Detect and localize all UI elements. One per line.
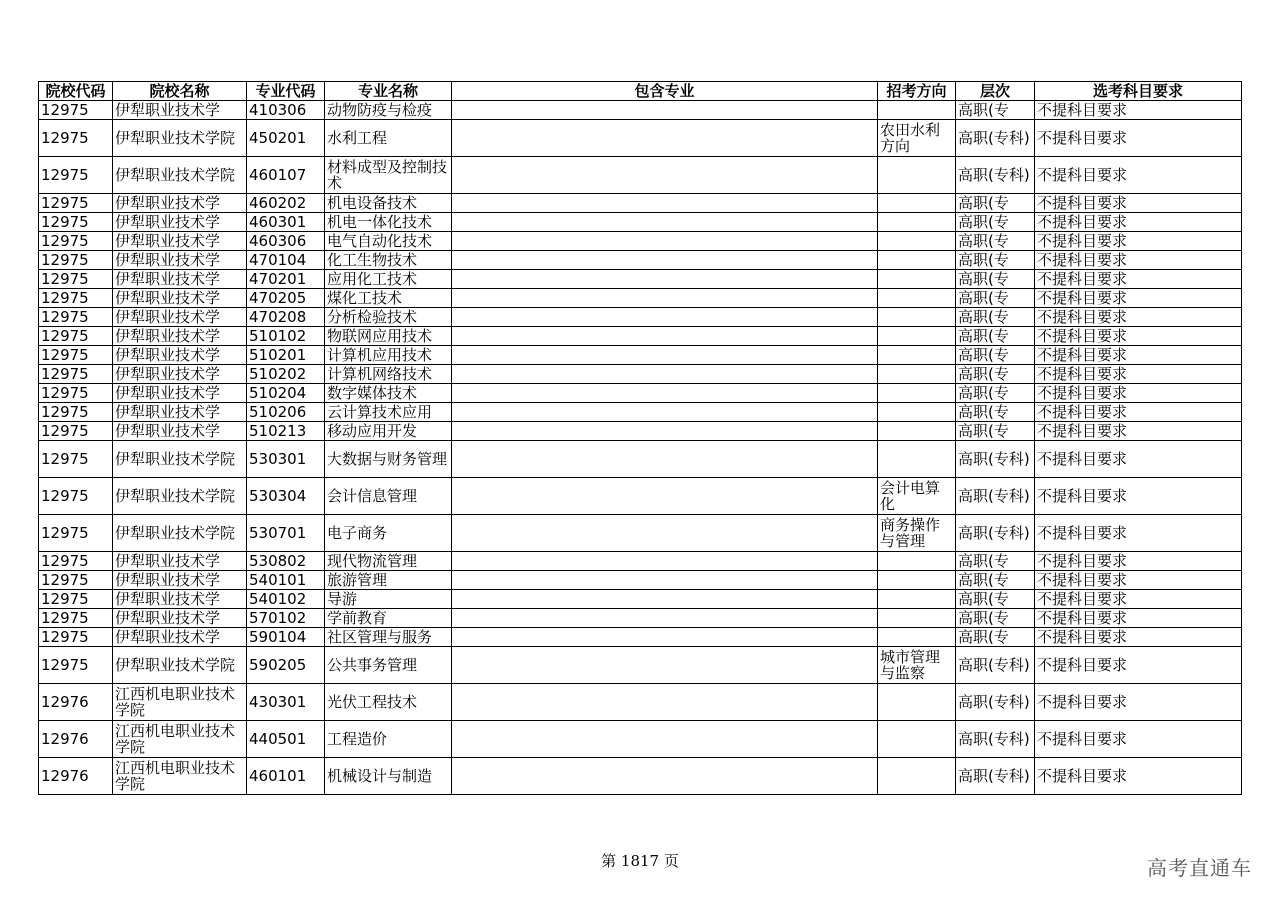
cell-direction <box>878 327 956 346</box>
cell-major-code: 460301 <box>247 213 325 232</box>
cell-major-code: 530304 <box>247 478 325 515</box>
cell-school-name: 伊犁职业技术学院 <box>113 647 247 684</box>
cell-requirement: 不提科目要求 <box>1035 478 1242 515</box>
cell-major-code: 510204 <box>247 384 325 403</box>
cell-major-code: 470208 <box>247 308 325 327</box>
col-header-school-name: 院校名称 <box>113 82 247 101</box>
cell-major-code: 430301 <box>247 684 325 721</box>
cell-direction <box>878 289 956 308</box>
cell-major-name: 计算机网络技术 <box>325 365 452 384</box>
table-row <box>39 327 1242 346</box>
cell-major-code: 510201 <box>247 346 325 365</box>
cell-level: 高职(专 <box>956 346 1035 365</box>
table-row <box>39 571 1242 590</box>
cell-direction <box>878 270 956 289</box>
table-row <box>39 721 1242 758</box>
table-row <box>39 289 1242 308</box>
cell-major-name: 云计算技术应用 <box>325 403 452 422</box>
cell-major-name: 电气自动化技术 <box>325 232 452 251</box>
cell-level: 高职(专科) <box>956 758 1035 795</box>
cell-school-code: 12976 <box>39 684 113 721</box>
cell-included-majors <box>452 232 878 251</box>
cell-direction <box>878 365 956 384</box>
cell-major-name: 现代物流管理 <box>325 552 452 571</box>
cell-school-name: 伊犁职业技术学 <box>113 609 247 628</box>
col-header-level: 层次 <box>956 82 1035 101</box>
cell-school-code: 12975 <box>39 422 113 441</box>
cell-direction <box>878 684 956 721</box>
cell-requirement: 不提科目要求 <box>1035 552 1242 571</box>
cell-major-code: 470201 <box>247 270 325 289</box>
table-row <box>39 365 1242 384</box>
table-row <box>39 384 1242 403</box>
cell-direction <box>878 552 956 571</box>
cell-included-majors <box>452 478 878 515</box>
cell-major-name: 机电一体化技术 <box>325 213 452 232</box>
cell-requirement: 不提科目要求 <box>1035 628 1242 647</box>
cell-requirement: 不提科目要求 <box>1035 289 1242 308</box>
cell-direction <box>878 232 956 251</box>
table-row <box>39 213 1242 232</box>
cell-major-code: 410306 <box>247 101 325 120</box>
table-row <box>39 647 1242 684</box>
table-row <box>39 101 1242 120</box>
cell-requirement: 不提科目要求 <box>1035 609 1242 628</box>
cell-included-majors <box>452 327 878 346</box>
cell-school-name: 伊犁职业技术学 <box>113 628 247 647</box>
cell-level: 高职(专科) <box>956 120 1035 157</box>
cell-school-name: 伊犁职业技术学 <box>113 384 247 403</box>
cell-requirement: 不提科目要求 <box>1035 590 1242 609</box>
cell-included-majors <box>452 609 878 628</box>
cell-included-majors <box>452 758 878 795</box>
table-row <box>39 515 1242 552</box>
cell-included-majors <box>452 157 878 194</box>
cell-major-name: 数字媒体技术 <box>325 384 452 403</box>
cell-requirement: 不提科目要求 <box>1035 270 1242 289</box>
table-row <box>39 478 1242 515</box>
cell-level: 高职(专 <box>956 609 1035 628</box>
col-header-school-code: 院校代码 <box>39 82 113 101</box>
cell-major-name: 机械设计与制造 <box>325 758 452 795</box>
cell-school-name: 伊犁职业技术学院 <box>113 441 247 478</box>
table-row <box>39 251 1242 270</box>
cell-included-majors <box>452 441 878 478</box>
cell-major-name: 化工生物技术 <box>325 251 452 270</box>
cell-included-majors <box>452 647 878 684</box>
cell-level: 高职(专科) <box>956 515 1035 552</box>
cell-included-majors <box>452 628 878 647</box>
cell-school-code: 12975 <box>39 327 113 346</box>
cell-major-name: 材料成型及控制技术 <box>325 157 452 194</box>
cell-included-majors <box>452 422 878 441</box>
cell-included-majors <box>452 120 878 157</box>
cell-school-name: 伊犁职业技术学院 <box>113 515 247 552</box>
col-header-direction: 招考方向 <box>878 82 956 101</box>
cell-school-name: 伊犁职业技术学 <box>113 232 247 251</box>
cell-requirement: 不提科目要求 <box>1035 684 1242 721</box>
cell-included-majors <box>452 289 878 308</box>
cell-major-code: 510202 <box>247 365 325 384</box>
cell-direction <box>878 758 956 795</box>
cell-requirement: 不提科目要求 <box>1035 308 1242 327</box>
cell-direction: 商务操作与管理 <box>878 515 956 552</box>
cell-requirement: 不提科目要求 <box>1035 346 1242 365</box>
cell-major-code: 530701 <box>247 515 325 552</box>
cell-level: 高职(专 <box>956 101 1035 120</box>
cell-included-majors <box>452 721 878 758</box>
cell-school-code: 12975 <box>39 270 113 289</box>
cell-major-name: 学前教育 <box>325 609 452 628</box>
table-row <box>39 194 1242 213</box>
cell-school-code: 12975 <box>39 571 113 590</box>
table-row <box>39 346 1242 365</box>
admissions-table <box>38 81 1242 795</box>
cell-major-code: 540101 <box>247 571 325 590</box>
col-header-included-majors: 包含专业 <box>452 82 878 101</box>
cell-included-majors <box>452 251 878 270</box>
cell-requirement: 不提科目要求 <box>1035 101 1242 120</box>
cell-direction <box>878 157 956 194</box>
cell-requirement: 不提科目要求 <box>1035 515 1242 552</box>
cell-school-name: 伊犁职业技术学 <box>113 270 247 289</box>
table-row <box>39 758 1242 795</box>
table-body <box>39 101 1242 795</box>
cell-school-code: 12975 <box>39 647 113 684</box>
cell-level: 高职(专科) <box>956 441 1035 478</box>
cell-school-code: 12975 <box>39 628 113 647</box>
cell-major-name: 动物防疫与检疫 <box>325 101 452 120</box>
cell-major-name: 机电设备技术 <box>325 194 452 213</box>
cell-level: 高职(专科) <box>956 721 1035 758</box>
cell-school-code: 12975 <box>39 346 113 365</box>
cell-level: 高职(专 <box>956 628 1035 647</box>
cell-requirement: 不提科目要求 <box>1035 647 1242 684</box>
cell-direction <box>878 194 956 213</box>
cell-direction <box>878 213 956 232</box>
cell-level: 高职(专 <box>956 384 1035 403</box>
cell-level: 高职(专 <box>956 590 1035 609</box>
cell-level: 高职(专 <box>956 232 1035 251</box>
table-row <box>39 590 1242 609</box>
cell-level: 高职(专 <box>956 365 1035 384</box>
cell-major-code: 590205 <box>247 647 325 684</box>
cell-school-name: 伊犁职业技术学 <box>113 251 247 270</box>
cell-major-code: 540102 <box>247 590 325 609</box>
cell-major-name: 工程造价 <box>325 721 452 758</box>
cell-school-name: 伊犁职业技术学院 <box>113 120 247 157</box>
cell-school-code: 12975 <box>39 120 113 157</box>
cell-level: 高职(专科) <box>956 647 1035 684</box>
table-row <box>39 232 1242 251</box>
cell-school-name: 江西机电职业技术学院 <box>113 758 247 795</box>
cell-level: 高职(专 <box>956 194 1035 213</box>
cell-school-name: 伊犁职业技术学 <box>113 403 247 422</box>
cell-school-name: 伊犁职业技术学 <box>113 552 247 571</box>
watermark: 高考直通车 <box>1147 856 1252 880</box>
cell-direction <box>878 609 956 628</box>
cell-school-code: 12975 <box>39 403 113 422</box>
cell-requirement: 不提科目要求 <box>1035 365 1242 384</box>
cell-level: 高职(专 <box>956 571 1035 590</box>
cell-requirement: 不提科目要求 <box>1035 120 1242 157</box>
cell-requirement: 不提科目要求 <box>1035 422 1242 441</box>
cell-requirement: 不提科目要求 <box>1035 721 1242 758</box>
table-row <box>39 308 1242 327</box>
cell-direction <box>878 422 956 441</box>
cell-included-majors <box>452 101 878 120</box>
cell-level: 高职(专 <box>956 289 1035 308</box>
cell-school-code: 12975 <box>39 384 113 403</box>
cell-school-name: 伊犁职业技术学 <box>113 422 247 441</box>
cell-included-majors <box>452 365 878 384</box>
cell-major-name: 公共事务管理 <box>325 647 452 684</box>
cell-school-name: 伊犁职业技术学 <box>113 327 247 346</box>
cell-school-code: 12976 <box>39 721 113 758</box>
header-row <box>39 82 1242 101</box>
cell-included-majors <box>452 571 878 590</box>
cell-major-code: 530802 <box>247 552 325 571</box>
cell-major-code: 460202 <box>247 194 325 213</box>
cell-included-majors <box>452 194 878 213</box>
cell-major-code: 460107 <box>247 157 325 194</box>
cell-major-code: 440501 <box>247 721 325 758</box>
cell-school-code: 12975 <box>39 478 113 515</box>
cell-direction <box>878 628 956 647</box>
cell-level: 高职(专科) <box>956 684 1035 721</box>
cell-requirement: 不提科目要求 <box>1035 213 1242 232</box>
cell-school-code: 12975 <box>39 552 113 571</box>
cell-school-name: 伊犁职业技术学 <box>113 101 247 120</box>
cell-school-code: 12975 <box>39 365 113 384</box>
cell-level: 高职(专 <box>956 270 1035 289</box>
col-header-major-code: 专业代码 <box>247 82 325 101</box>
cell-school-name: 伊犁职业技术学 <box>113 194 247 213</box>
cell-major-name: 会计信息管理 <box>325 478 452 515</box>
cell-included-majors <box>452 515 878 552</box>
cell-major-name: 光伏工程技术 <box>325 684 452 721</box>
cell-major-name: 大数据与财务管理 <box>325 441 452 478</box>
cell-requirement: 不提科目要求 <box>1035 403 1242 422</box>
cell-included-majors <box>452 346 878 365</box>
cell-school-code: 12975 <box>39 609 113 628</box>
cell-included-majors <box>452 590 878 609</box>
cell-major-name: 应用化工技术 <box>325 270 452 289</box>
cell-school-code: 12975 <box>39 590 113 609</box>
cell-direction <box>878 721 956 758</box>
cell-included-majors <box>452 270 878 289</box>
cell-direction <box>878 403 956 422</box>
cell-school-code: 12975 <box>39 101 113 120</box>
cell-major-name: 旅游管理 <box>325 571 452 590</box>
cell-major-code: 460306 <box>247 232 325 251</box>
cell-school-name: 伊犁职业技术学 <box>113 590 247 609</box>
cell-major-code: 570102 <box>247 609 325 628</box>
table-row <box>39 609 1242 628</box>
cell-school-name: 江西机电职业技术学院 <box>113 684 247 721</box>
table-row <box>39 628 1242 647</box>
cell-school-code: 12975 <box>39 308 113 327</box>
cell-school-name: 伊犁职业技术学 <box>113 308 247 327</box>
cell-major-code: 460101 <box>247 758 325 795</box>
table-row <box>39 441 1242 478</box>
cell-major-name: 计算机应用技术 <box>325 346 452 365</box>
cell-major-code: 590104 <box>247 628 325 647</box>
cell-school-name: 伊犁职业技术学 <box>113 213 247 232</box>
col-header-major-name: 专业名称 <box>325 82 452 101</box>
cell-school-name: 伊犁职业技术学 <box>113 571 247 590</box>
cell-direction <box>878 251 956 270</box>
cell-school-code: 12975 <box>39 213 113 232</box>
cell-direction: 城市管理与监察 <box>878 647 956 684</box>
page-number: 第 1817 页 <box>601 852 679 870</box>
cell-major-code: 510206 <box>247 403 325 422</box>
table-row <box>39 403 1242 422</box>
cell-level: 高职(专 <box>956 327 1035 346</box>
cell-school-name: 伊犁职业技术学 <box>113 346 247 365</box>
cell-school-code: 12975 <box>39 515 113 552</box>
cell-requirement: 不提科目要求 <box>1035 232 1242 251</box>
cell-major-code: 470104 <box>247 251 325 270</box>
cell-school-code: 12975 <box>39 441 113 478</box>
cell-requirement: 不提科目要求 <box>1035 194 1242 213</box>
table-row <box>39 422 1242 441</box>
cell-major-name: 煤化工技术 <box>325 289 452 308</box>
cell-school-name: 伊犁职业技术学 <box>113 289 247 308</box>
cell-requirement: 不提科目要求 <box>1035 251 1242 270</box>
cell-direction: 农田水利方向 <box>878 120 956 157</box>
cell-major-name: 电子商务 <box>325 515 452 552</box>
cell-major-name: 移动应用开发 <box>325 422 452 441</box>
cell-school-code: 12975 <box>39 157 113 194</box>
cell-included-majors <box>452 213 878 232</box>
cell-major-name: 导游 <box>325 590 452 609</box>
cell-direction <box>878 384 956 403</box>
cell-major-code: 510102 <box>247 327 325 346</box>
cell-major-code: 450201 <box>247 120 325 157</box>
cell-included-majors <box>452 684 878 721</box>
cell-school-code: 12975 <box>39 194 113 213</box>
cell-level: 高职(专 <box>956 308 1035 327</box>
cell-level: 高职(专 <box>956 213 1035 232</box>
cell-level: 高职(专科) <box>956 157 1035 194</box>
cell-major-name: 物联网应用技术 <box>325 327 452 346</box>
cell-requirement: 不提科目要求 <box>1035 441 1242 478</box>
cell-included-majors <box>452 384 878 403</box>
cell-requirement: 不提科目要求 <box>1035 571 1242 590</box>
cell-direction <box>878 590 956 609</box>
cell-major-name: 社区管理与服务 <box>325 628 452 647</box>
cell-direction: 会计电算化 <box>878 478 956 515</box>
cell-major-code: 530301 <box>247 441 325 478</box>
cell-direction <box>878 101 956 120</box>
cell-level: 高职(专 <box>956 251 1035 270</box>
cell-requirement: 不提科目要求 <box>1035 327 1242 346</box>
cell-requirement: 不提科目要求 <box>1035 758 1242 795</box>
cell-level: 高职(专 <box>956 552 1035 571</box>
cell-direction <box>878 346 956 365</box>
cell-included-majors <box>452 308 878 327</box>
cell-major-code: 470205 <box>247 289 325 308</box>
cell-included-majors <box>452 552 878 571</box>
table-row <box>39 270 1242 289</box>
cell-school-code: 12975 <box>39 251 113 270</box>
table-row <box>39 552 1242 571</box>
cell-school-code: 12976 <box>39 758 113 795</box>
cell-school-code: 12975 <box>39 232 113 251</box>
table-row <box>39 120 1242 157</box>
cell-school-name: 伊犁职业技术学 <box>113 365 247 384</box>
table-row <box>39 157 1242 194</box>
cell-school-name: 伊犁职业技术学院 <box>113 478 247 515</box>
col-header-requirement: 选考科目要求 <box>1035 82 1242 101</box>
cell-major-code: 510213 <box>247 422 325 441</box>
table-row <box>39 684 1242 721</box>
cell-level: 高职(专 <box>956 403 1035 422</box>
cell-direction <box>878 441 956 478</box>
cell-included-majors <box>452 403 878 422</box>
cell-major-name: 分析检验技术 <box>325 308 452 327</box>
cell-requirement: 不提科目要求 <box>1035 384 1242 403</box>
cell-level: 高职(专 <box>956 422 1035 441</box>
cell-direction <box>878 308 956 327</box>
cell-school-name: 江西机电职业技术学院 <box>113 721 247 758</box>
cell-level: 高职(专科) <box>956 478 1035 515</box>
cell-major-name: 水利工程 <box>325 120 452 157</box>
cell-school-code: 12975 <box>39 289 113 308</box>
cell-school-name: 伊犁职业技术学院 <box>113 157 247 194</box>
cell-requirement: 不提科目要求 <box>1035 157 1242 194</box>
cell-direction <box>878 571 956 590</box>
